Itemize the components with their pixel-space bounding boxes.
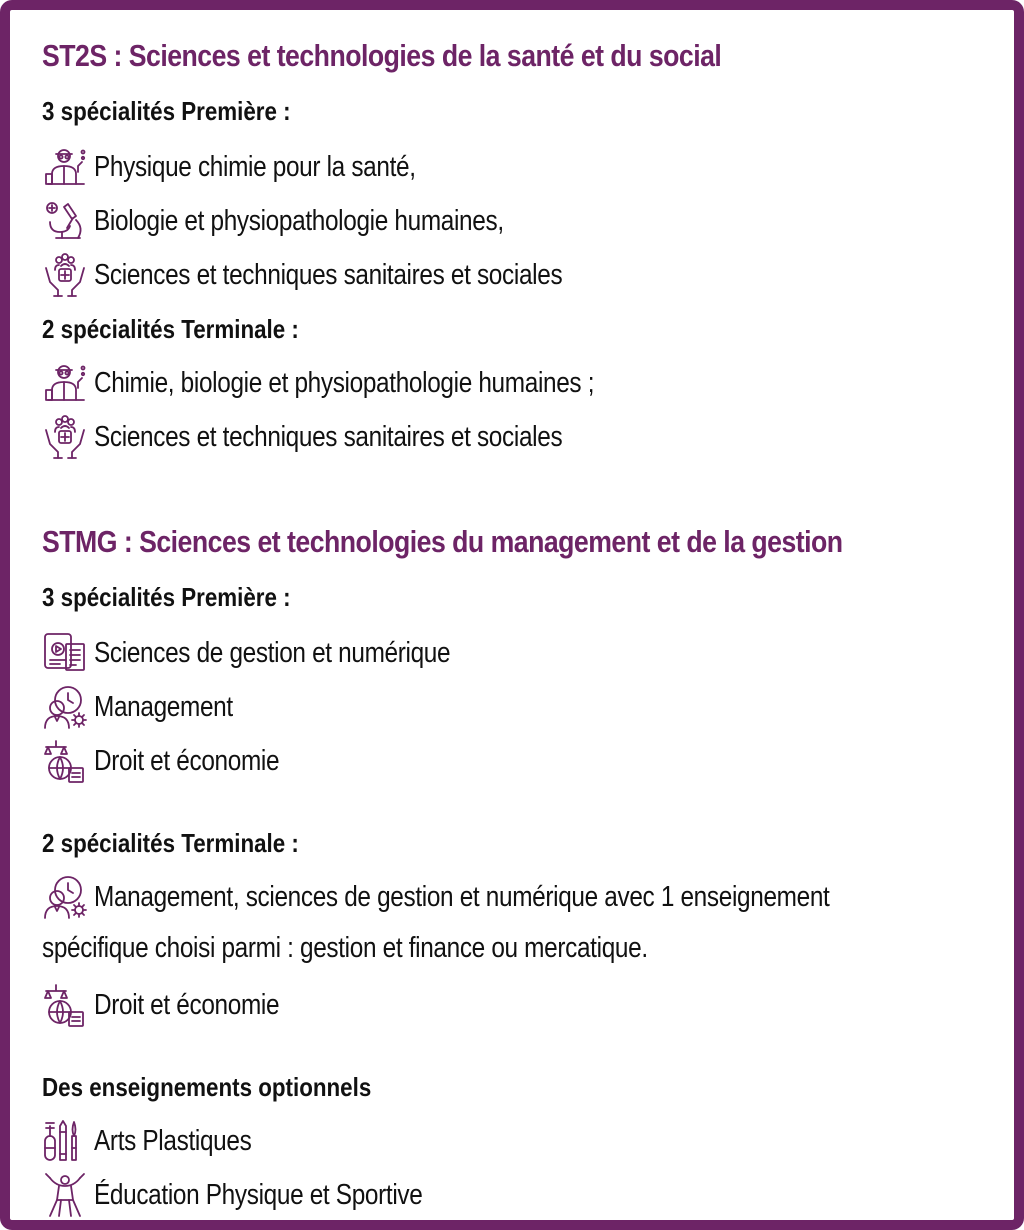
content-area (42, 32, 1002, 1218)
law-globe-icon (42, 982, 90, 1028)
options-heading: Des enseignements optionnels (42, 1072, 372, 1102)
st2s-premiere-item-2 (42, 198, 582, 244)
care-hands-icon (42, 414, 90, 460)
st2s-premiere-heading: 3 spécialités Première : (42, 96, 291, 126)
options-item-2 (42, 1172, 485, 1218)
law-globe-icon (42, 738, 90, 784)
athlete-icon (42, 1172, 90, 1218)
stmg-terminale-item-1 (42, 874, 970, 920)
stmg-premiere-item-2 (42, 684, 259, 730)
st2s-title: ST2S : Sciences et technologies de la santé et du social (42, 38, 722, 73)
st2s-premiere-item-3 (42, 252, 651, 298)
microscope-icon (42, 198, 90, 244)
stmg-terminale-heading: 2 spécialités Terminale : (42, 828, 299, 858)
scientist-icon (42, 360, 90, 406)
care-hands-icon (42, 252, 90, 298)
item-label: Arts Plastiques (94, 1124, 252, 1157)
art-tools-icon (42, 1118, 90, 1164)
item-label: Biologie et physiopathologie humaines, (94, 204, 504, 237)
stmg-terminale-item-1-continuation: spécifique choisi parmi : gestion et finance ou mercatique. (42, 932, 648, 964)
item-label: Physique chimie pour la santé, (94, 150, 416, 183)
st2s-terminale-heading: 2 spécialités Terminale : (42, 314, 299, 344)
digital-document-icon (42, 630, 90, 676)
item-label: Éducation Physique et Sportive (94, 1178, 423, 1211)
item-label: Sciences et techniques sanitaires et sociales (94, 258, 563, 291)
st2s-premiere-item-1 (42, 144, 477, 190)
stmg-terminale-item-2 (42, 982, 314, 1028)
stmg-premiere-item-3 (42, 738, 314, 784)
stmg-title: STMG : Sciences et technologies du management et de la gestion (42, 524, 843, 559)
scientist-icon (42, 144, 90, 190)
manager-clock-icon (42, 874, 90, 920)
item-label: Management (94, 690, 233, 723)
stmg-premiere-item-1 (42, 630, 518, 676)
item-label: Sciences et techniques sanitaires et sociales (94, 420, 563, 453)
item-label: Sciences de gestion et numérique (94, 636, 451, 669)
item-label: Droit et économie (94, 744, 280, 777)
stmg-premiere-heading: 3 spécialités Première : (42, 582, 291, 612)
item-label: Management, sciences de gestion et numérique avec 1 enseignement (94, 880, 830, 913)
manager-clock-icon (42, 684, 90, 730)
item-label: Chimie, biologie et physiopathologie humaines ; (94, 366, 595, 399)
item-label: Droit et économie (94, 988, 280, 1021)
st2s-terminale-item-2 (42, 414, 651, 460)
st2s-terminale-item-1 (42, 360, 689, 406)
options-item-1 (42, 1118, 281, 1164)
